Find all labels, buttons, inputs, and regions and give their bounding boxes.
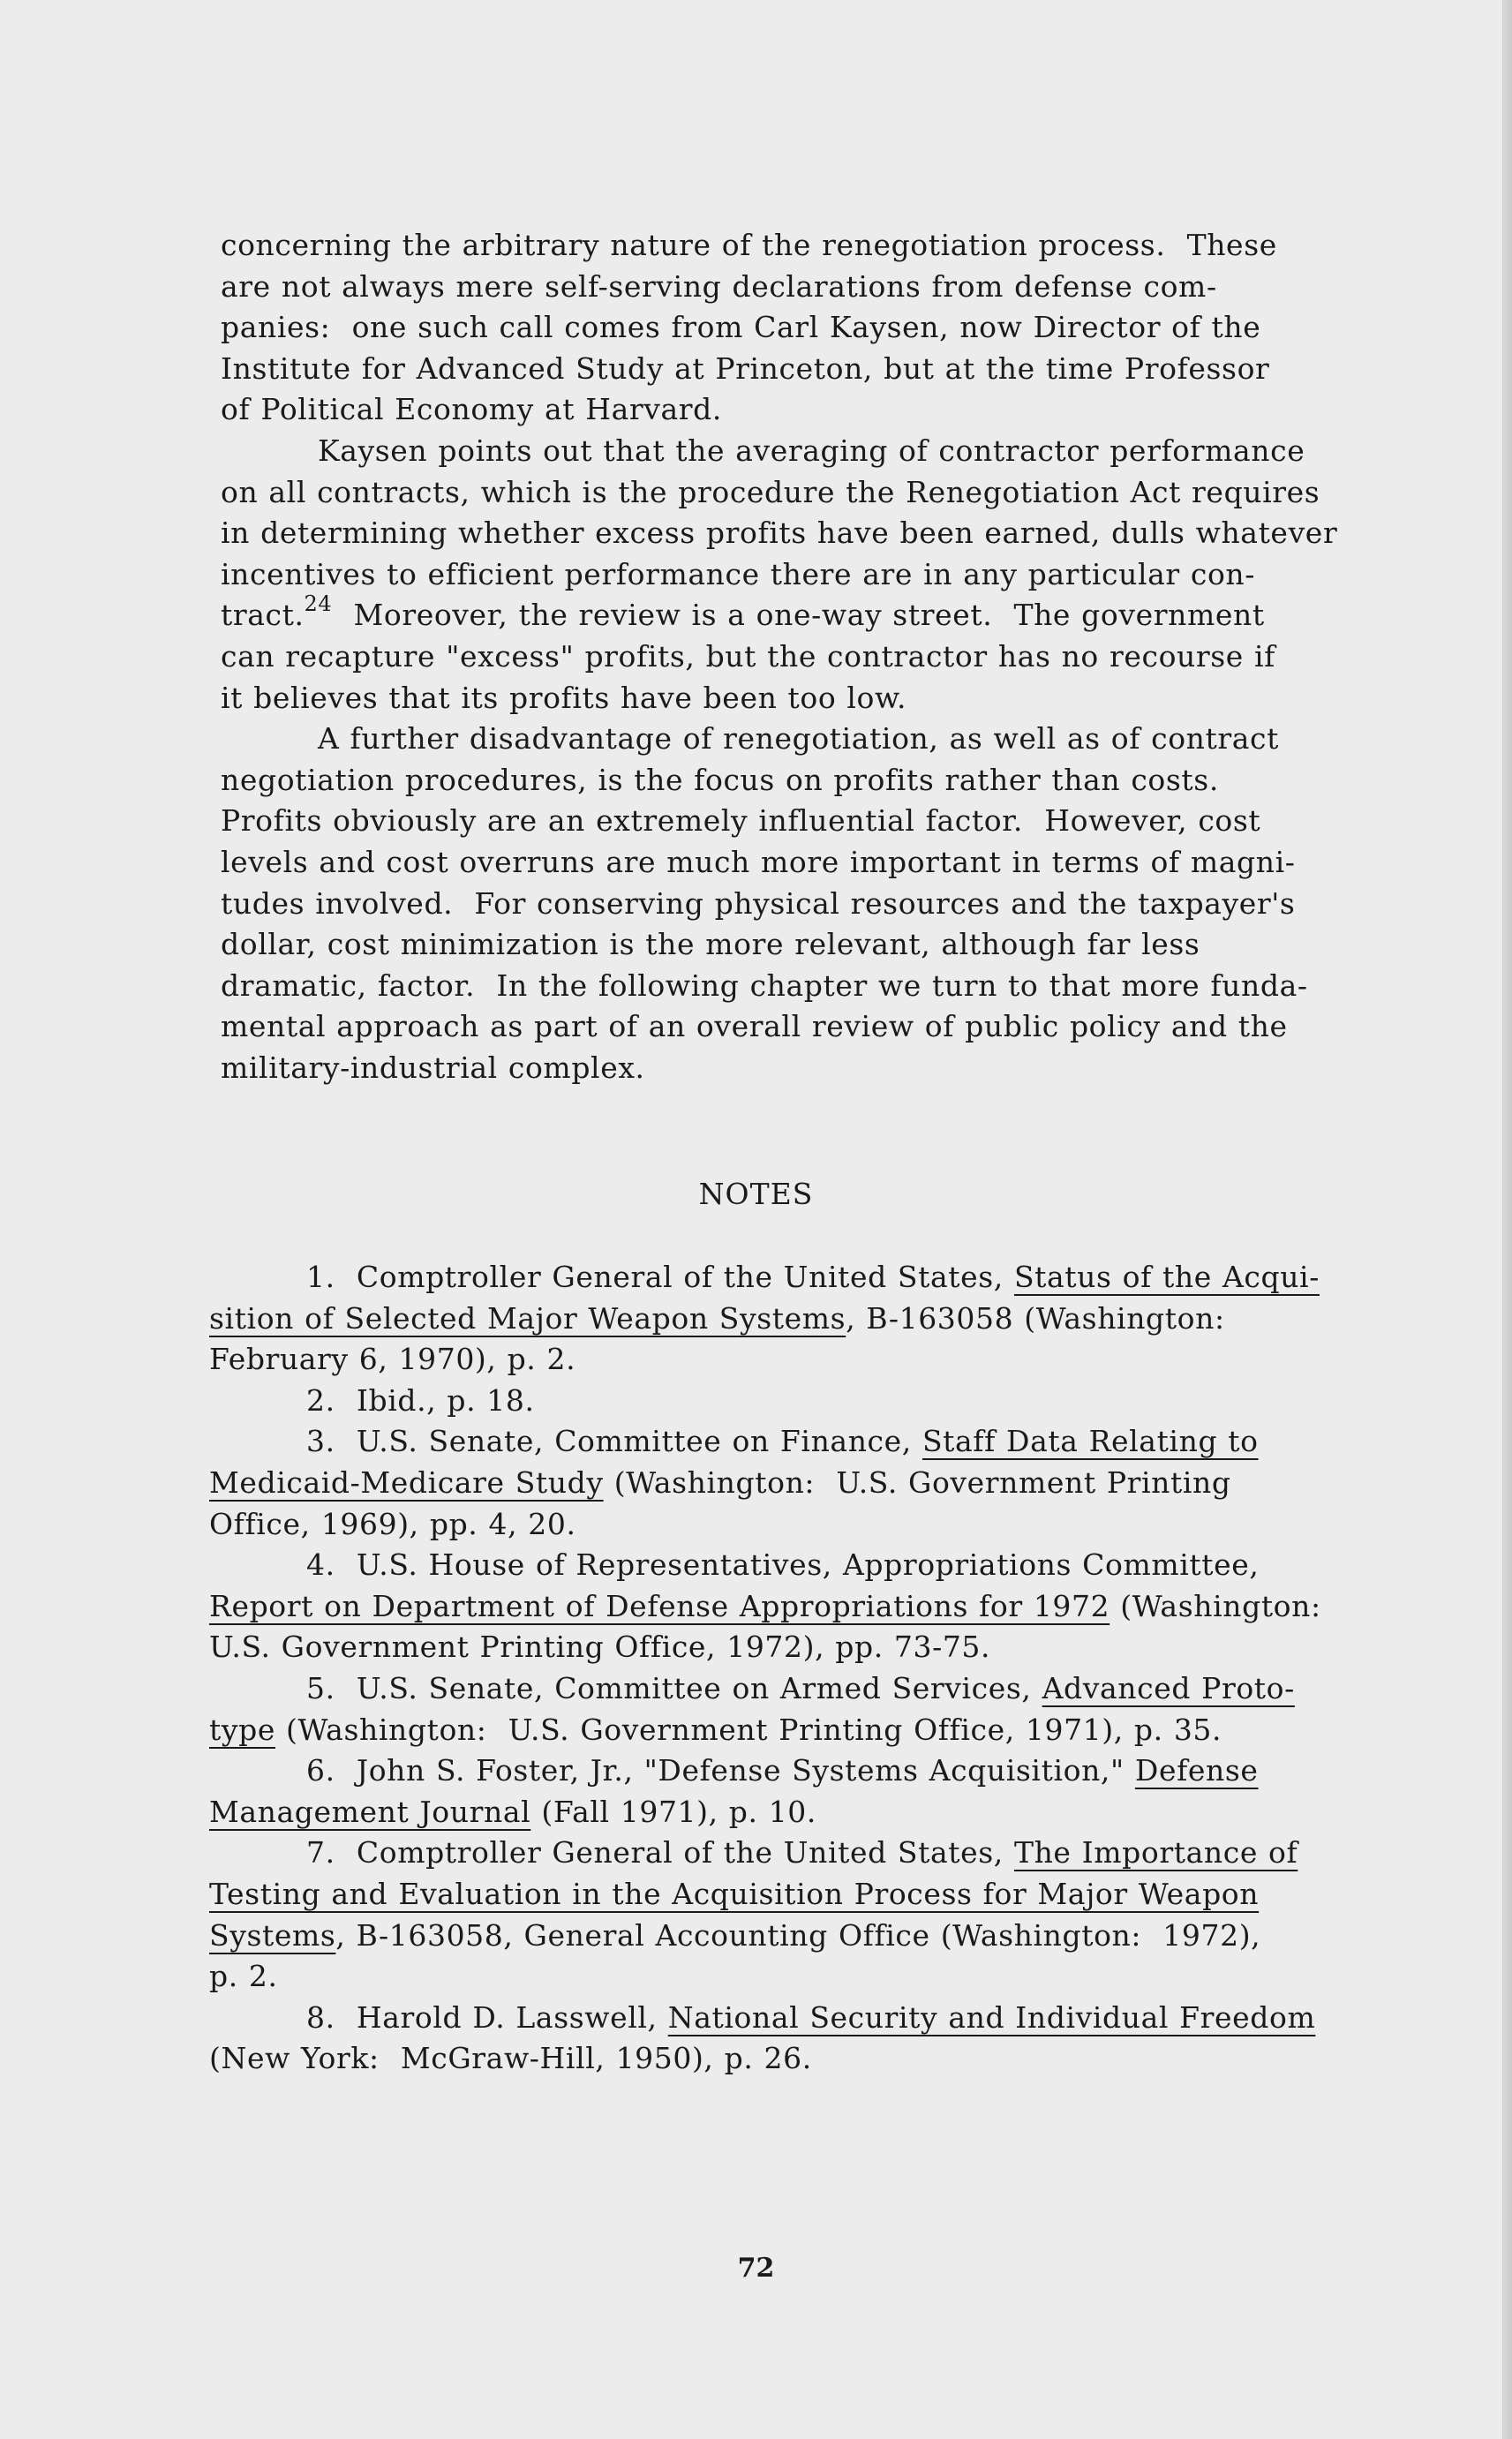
- note-text: John S. Foster, Jr., "Defense Systems Acquisition,": [356, 1753, 1135, 1788]
- note-4-line-2: [209, 1586, 1471, 1628]
- note-7-line-1: [209, 1833, 1471, 1874]
- note-number: 1.: [306, 1260, 335, 1294]
- note-text: February 6, 1970), p. 2.: [209, 1342, 576, 1377]
- notes-list: [209, 1257, 1471, 2080]
- note-text: p. 2.: [209, 1959, 278, 1994]
- note-1-line-1: [209, 1257, 1471, 1299]
- note-5-line-2: [209, 1710, 1471, 1751]
- note-number: 3.: [306, 1424, 335, 1459]
- body-line: can recapture "excess" profits, but the contractor has no recourse if: [221, 638, 1275, 674]
- note-6-line-2: [209, 1792, 1471, 1833]
- body-line: Institute for Advanced Study at Princeton, but at the time Professor: [221, 350, 1270, 386]
- footnote-line-suffix: Moreover, the review is a one-way street. The government: [332, 598, 1265, 633]
- note-number: 8.: [306, 1999, 335, 2035]
- note-7-line-4: [209, 1956, 1471, 1998]
- note-title: Advanced Proto-: [1042, 1670, 1295, 1705]
- note-text: (Washington: U.S. Government Printing: [603, 1464, 1231, 1500]
- body-line: are not always mere self-serving declarations from defense com-: [221, 268, 1217, 304]
- note-text: Office, 1969), pp. 4, 20.: [209, 1506, 576, 1541]
- body-line: mental approach as part of an overall review of public policy and the: [221, 1009, 1288, 1044]
- body-line: Profits obviously are an extremely influential factor. However, cost: [221, 803, 1261, 839]
- note-number: 5.: [306, 1670, 335, 1705]
- note-text: (New York: McGraw-Hill, 1950), p. 26.: [209, 2041, 812, 2076]
- note-1-line-3: [209, 1339, 1471, 1381]
- note-text: U.S. Senate, Committee on Finance,: [356, 1424, 922, 1459]
- note-title: National Security and Individual Freedom: [667, 1999, 1316, 2035]
- note-title: Staff Data Relating to: [921, 1424, 1259, 1459]
- note-number: 6.: [306, 1753, 335, 1788]
- note-title: Defense: [1134, 1753, 1259, 1788]
- body-line: incentives to efficient performance there are in any particular con-: [221, 556, 1256, 591]
- note-title: The Importance of: [1013, 1835, 1298, 1871]
- note-3-line-2: [209, 1463, 1471, 1504]
- note-text: Comptroller General of the United States,: [356, 1835, 1014, 1871]
- note-text: U.S. Senate, Committee on Armed Services,: [356, 1670, 1042, 1705]
- body-line: panies: one such call comes from Carl Kaysen, now Director of the: [221, 310, 1261, 345]
- note-title: Management Journal: [209, 1794, 531, 1829]
- note-title: Systems: [209, 1917, 336, 1953]
- note-text: Comptroller General of the United States,: [356, 1260, 1014, 1294]
- note-number: 4.: [306, 1547, 335, 1583]
- body-text: [221, 225, 1474, 1088]
- notes-heading: NOTES: [698, 1177, 814, 1211]
- note-title: Report on Department of Defense Appropriations for 1972: [209, 1588, 1110, 1623]
- note-text: , B-163058, General Accounting Office (Washington: 1972),: [335, 1917, 1261, 1953]
- footnote-line-prefix: tract.: [221, 598, 305, 633]
- note-7-line-2: [209, 1874, 1471, 1916]
- note-title: sition of Selected Major Weapon Systems: [209, 1300, 846, 1336]
- body-line: of Political Economy at Harvard.: [221, 392, 722, 427]
- note-8-line-1: [209, 1998, 1471, 2039]
- body-line: Kaysen points out that the averaging of contractor performance: [318, 433, 1305, 468]
- note-title: Testing and Evaluation in the Acquisition Process for Major Weapon: [209, 1876, 1260, 1911]
- note-3-line-1: [209, 1421, 1471, 1463]
- note-text: (Fall 1971), p. 10.: [530, 1794, 816, 1829]
- body-line: dollar, cost minimization is the more relevant, although far less: [221, 927, 1200, 962]
- note-3-line-3: [209, 1504, 1471, 1546]
- body-line: in determining whether excess profits have been earned, dulls whatever: [221, 516, 1338, 551]
- note-8-line-2: [209, 2038, 1471, 2080]
- note-5-line-1: [209, 1668, 1471, 1710]
- page-edge-shadow: [1502, 0, 1512, 2439]
- body-line: negotiation procedures, is the focus on profits rather than costs.: [221, 762, 1219, 797]
- note-text: (Washington:: [1110, 1588, 1321, 1623]
- note-4-line-3: [209, 1627, 1471, 1668]
- note-title: Medicaid-Medicare Study: [209, 1464, 604, 1500]
- footnote-reference: 24: [304, 591, 333, 617]
- note-text: (Washington: U.S. Government Printing Office, 1971), p. 35.: [275, 1712, 1222, 1747]
- note-title: Status of the Acqui-: [1013, 1260, 1320, 1294]
- note-text: Harold D. Lasswell,: [356, 1999, 668, 2035]
- note-6-line-1: [209, 1750, 1471, 1792]
- note-number: 7.: [306, 1835, 335, 1871]
- body-line: dramatic, factor. In the following chapter we turn to that more funda-: [221, 967, 1308, 1003]
- note-1-line-2: [209, 1299, 1471, 1340]
- note-4-line-1: [209, 1545, 1471, 1586]
- note-title: type: [209, 1712, 275, 1747]
- page-number: 72: [737, 2253, 775, 2284]
- note-text: , B-163058 (Washington:: [846, 1300, 1225, 1336]
- body-line: A further disadvantage of renegotiation, as well as of contract: [318, 721, 1279, 757]
- note-text: U.S. Government Printing Office, 1972), pp. 73-75.: [209, 1630, 991, 1665]
- note-text: U.S. House of Representatives, Appropriations Committee,: [356, 1547, 1260, 1583]
- body-line-with-footnote: [221, 591, 1474, 636]
- note-2-line-1: [209, 1381, 1471, 1422]
- body-line: levels and cost overruns are much more important in terms of magni-: [221, 844, 1296, 879]
- note-text: Ibid., p. 18.: [356, 1382, 535, 1418]
- note-number: 2.: [306, 1382, 335, 1418]
- note-7-line-3: [209, 1916, 1471, 1957]
- body-line: tudes involved. For conserving physical resources and the taxpayer's: [221, 885, 1296, 921]
- body-line: military-industrial complex.: [221, 1050, 645, 1085]
- body-line: it believes that its profits have been too low.: [221, 680, 907, 715]
- body-line: on all contracts, which is the procedure the Renegotiation Act requires: [221, 474, 1320, 509]
- body-line: concerning the arbitrary nature of the renegotiation process. These: [221, 228, 1277, 262]
